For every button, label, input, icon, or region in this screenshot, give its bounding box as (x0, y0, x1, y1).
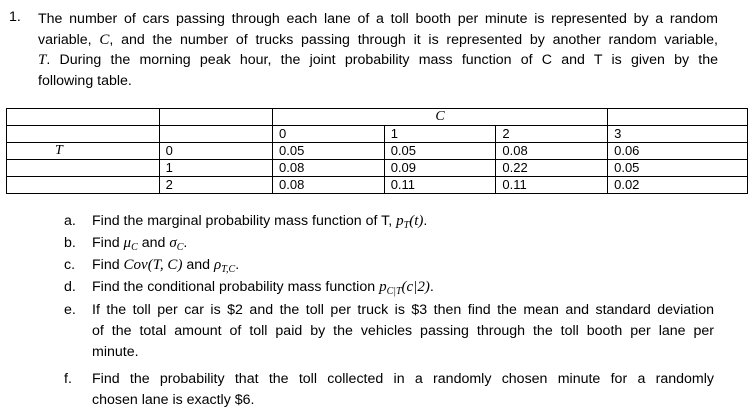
intro-line-4: following table. (38, 72, 132, 89)
col-header: 3 (608, 126, 748, 143)
table-row (7, 143, 748, 160)
col-header: 2 (496, 126, 608, 143)
table-cell: 0.08 (273, 177, 385, 194)
question-number: 1. (9, 9, 21, 25)
col-var-label: C (273, 109, 608, 126)
table-cell: 0.05 (273, 143, 385, 160)
table-cell: 0.08 (273, 160, 385, 177)
intro-line-1: The number of cars passing through each lane of a toll booth per minute is represented by a random (38, 11, 718, 27)
var-c: C (99, 31, 110, 48)
table-row (7, 126, 748, 143)
var-t: T (38, 52, 47, 68)
table-cell: 0.05 (384, 143, 496, 160)
part-label: d. (64, 279, 76, 295)
row-header: 0 (159, 143, 272, 160)
col-header: 1 (384, 126, 496, 143)
intro-line-2: variable, C, and the number of trucks passing through it is represented by another random variable, (38, 31, 718, 48)
table-cell: 0.11 (496, 177, 608, 194)
col-header: 0 (273, 126, 385, 143)
part-label: a. (64, 213, 76, 229)
question-intro (38, 9, 718, 91)
joint-pmf-table (6, 108, 748, 194)
table-cell: 0.06 (608, 143, 748, 160)
intro-line-3: T. During the morning peak hour, the joint probability mass function of C and T is given by the (38, 52, 718, 68)
row-header: 2 (159, 177, 272, 194)
part-label: b. (64, 235, 76, 251)
table-cell: 0.02 (608, 177, 748, 194)
table-cell: 0.09 (384, 160, 496, 177)
row-header: 1 (159, 160, 272, 177)
table-cell: 0.11 (384, 177, 496, 194)
table-row (7, 177, 748, 194)
part-label: e. (64, 302, 76, 318)
table-row (7, 109, 748, 126)
table-cell: 0.05 (608, 160, 748, 177)
table-cell: 0.08 (496, 143, 608, 160)
part-label: f. (64, 371, 72, 387)
row-var-label: T (7, 143, 160, 160)
table-row (7, 160, 748, 177)
part-label: c. (64, 257, 76, 273)
table-cell: 0.22 (496, 160, 608, 177)
question-block: 1. The number of cars passing through each lane of a toll booth per minute is represented by a random variable, C, and the number of trucks passing through it is represented by another random variable, T. During the morning peak hour, the joint probability mass function of C and T is given by the following table. C 0 1 2 3 T 0 0.05 0.05 0.08 0.06 1 0.08 0.09 0.22 0.05 2 0.08 0.11 0.11 0.02 a. Find the marginal probability mass function of T, $p_T(t)$. b. Find $\mu_C$ and $\sigma_C$. c. Find Cov(T, C) and $\rho_{T,C}$. d. Find the conditional probability mass function $p_{C|T}(c|2)$. e. If the toll per car is $2 and the toll per truck is $3 then find the mean and standard deviation of the total amount of toll paid by the vehicles passing through the toll booth per lane per minute. f. Find the probability that the toll collected in a randomly chosen minute for a randomly chosen lane is exactly $6. (0, 0, 748, 411)
